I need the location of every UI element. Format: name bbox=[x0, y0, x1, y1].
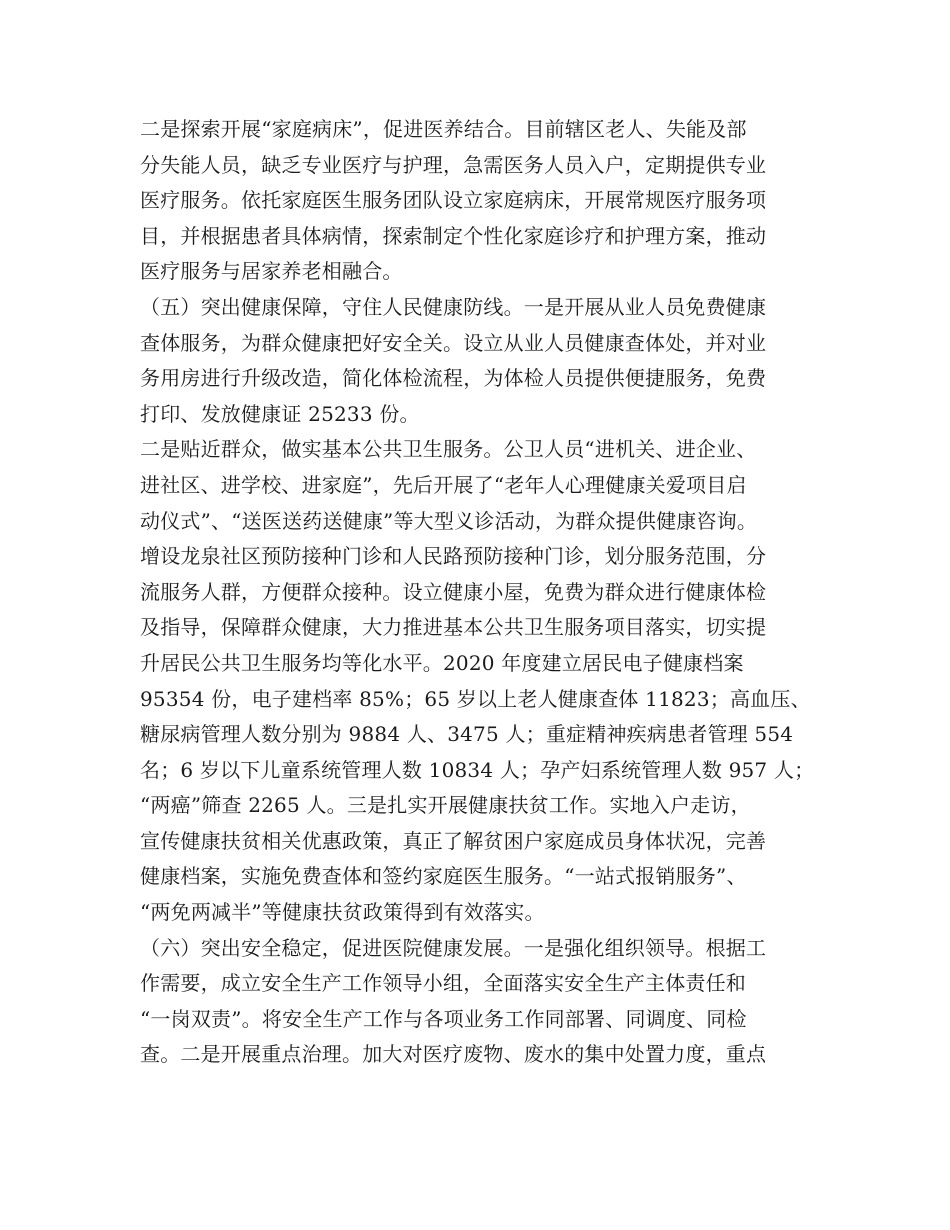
text-line: “一岗双责”。将安全生产工作与各项业务工作同部署、同调度、同检 bbox=[140, 1006, 747, 1031]
text-line: 及指导，保障群众健康，大力推进基本公共卫生服务项目落实，切实提 bbox=[140, 615, 767, 640]
text-line: 流服务人群，方便群众接种。设立健康小屋，免费为群众进行健康体检 bbox=[140, 579, 767, 604]
text-line: 糖尿病管理人数分别为 9884 人、3475 人；重症精神疾病患者管理 554 bbox=[140, 722, 794, 747]
text-line: 查体服务，为群众健康把好安全关。设立从业人员健康查体处，并对业 bbox=[140, 330, 767, 355]
text-line: 目，并根据患者具体病情，探索制定个性化家庭诊疗和护理方案，推动 bbox=[140, 223, 767, 248]
text-line: 分失能人员，缺乏专业医疗与护理，急需医务人员入户，定期提供专业 bbox=[140, 152, 767, 177]
text-line: （六）突出安全稳定，促进医院健康发展。一是强化组织领导。根据工 bbox=[140, 935, 767, 960]
text-line: 宣传健康扶贫相关优惠政策，真正了解贫困户家庭成员身体状况，完善 bbox=[140, 828, 767, 853]
text-line: （五）突出健康保障，守住人民健康防线。一是开展从业人员免费健康 bbox=[140, 294, 767, 319]
text-line: 二是贴近群众，做实基本公共卫生服务。公卫人员“进机关、进企业、 bbox=[140, 437, 757, 462]
text-line: 健康档案，实施免费查体和签约家庭医生服务。“一站式报销服务”、 bbox=[140, 864, 747, 889]
text-line: 查。二是开展重点治理。加大对医疗废物、废水的集中处置力度，重点 bbox=[140, 1042, 767, 1067]
text-line: 升居民公共卫生服务均等化水平。2020 年度建立居民电子健康档案 bbox=[140, 650, 744, 675]
document-body bbox=[140, 112, 820, 1073]
text-line: 医疗服务与居家养老相融合。 bbox=[140, 259, 403, 284]
text-line: 二是探索开展“家庭病床”，促进医养结合。目前辖区老人、失能及部 bbox=[140, 117, 747, 141]
text-line: 务用房进行升级改造，简化体检流程，为体检人员提供便捷服务，免费 bbox=[140, 366, 767, 391]
text-line: 医疗服务。依托家庭医生服务团队设立家庭病床，开展常规医疗服务项 bbox=[140, 188, 767, 213]
text-line: “两癌”筛查 2265 人。三是扎实开展健康扶贫工作。实地入户走访， bbox=[140, 793, 751, 818]
text-line: 作需要，成立安全生产工作领导小组，全面落实安全生产主体责任和 bbox=[140, 971, 746, 996]
text-line: 打印、发放健康证 25233 份。 bbox=[140, 401, 420, 426]
text-line: 名；6 岁以下儿童系统管理人数 10834 人；孕产妇系统管理人数 957 人； bbox=[140, 757, 815, 782]
text-line: 动仪式”、“送医送药送健康”等大型义诊活动，为群众提供健康咨询。 bbox=[140, 508, 758, 533]
text-line: “两免两减半”等健康扶贫政策得到有效落实。 bbox=[140, 900, 545, 925]
text-line: 95354 份，电子建档率 85%；65 岁以上老人健康查体 11823；高血压、 bbox=[140, 686, 811, 711]
text-line: 进社区、进学校、进家庭”，先后开展了“老年人心理健康关爱项目启 bbox=[140, 472, 747, 497]
text-line: 增设龙泉社区预防接种门诊和人民路预防接种门诊，划分服务范围，分 bbox=[140, 544, 767, 569]
